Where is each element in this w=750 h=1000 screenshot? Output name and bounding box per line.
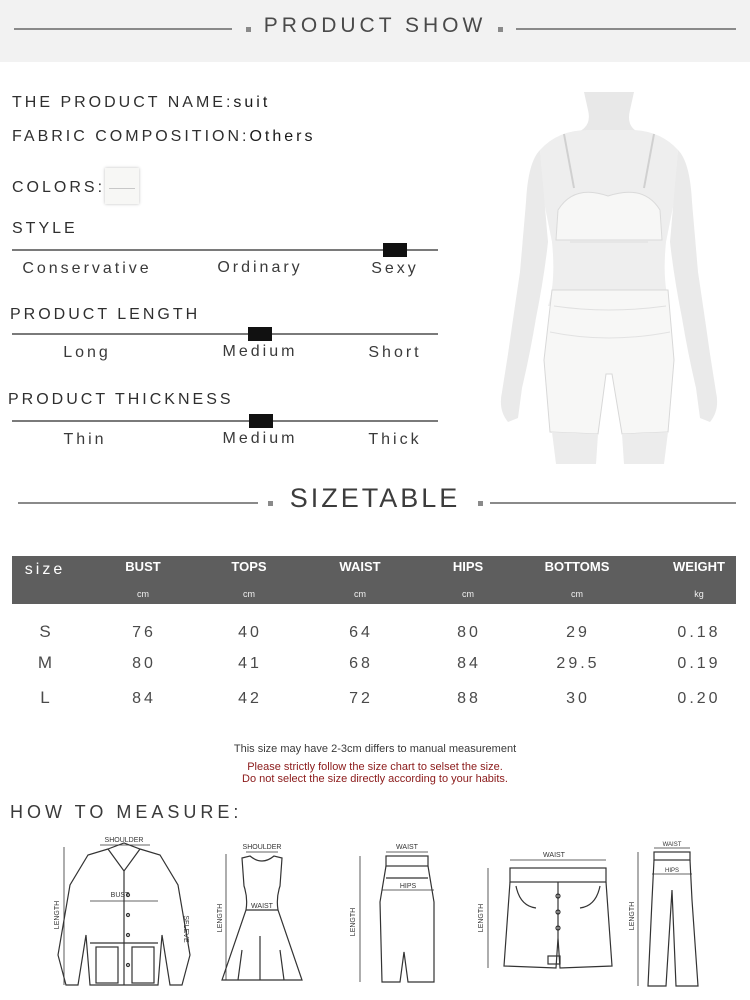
jacket-shoulder-label: SHOULDER — [104, 837, 144, 844]
style-title: STYLE — [12, 220, 78, 237]
fabric-row — [12, 128, 315, 146]
color-swatch-white[interactable] — [105, 168, 139, 204]
fabric-value: Others — [249, 128, 316, 145]
length-label-short: Short — [368, 344, 422, 361]
weight-column-header: WEIGHT — [673, 559, 725, 574]
product-name-label: THE PRODUCT NAME: — [12, 94, 234, 111]
row-l-tops: 42 — [238, 690, 262, 707]
style-scale-marker — [383, 243, 407, 257]
tops-unit: cm — [243, 589, 255, 599]
row-s-tops: 40 — [238, 624, 262, 641]
waist-unit: cm — [354, 589, 366, 599]
bottoms-unit: cm — [571, 589, 583, 599]
measurement-note: This size may have 2-3cm differs to manual measurement — [233, 743, 517, 755]
length-label-long: Long — [63, 344, 111, 361]
bust-column-header: BUST — [125, 559, 161, 574]
hips-unit: cm — [462, 589, 474, 599]
jacket-sleeve-label: SELEVE — [182, 915, 189, 943]
dress-waist-label: WAIST — [251, 903, 273, 910]
shorts-waist-label: WAIST — [543, 852, 565, 859]
pants-diagram — [624, 840, 704, 992]
row-m-bust: 80 — [132, 655, 156, 672]
hips-column-header: HIPS — [452, 559, 484, 574]
weight-unit: kg — [694, 589, 704, 599]
product-name-row — [12, 94, 270, 112]
thickness-scale-line — [12, 420, 438, 422]
pants-waist-label: WAIST — [662, 842, 682, 848]
length-title: PRODUCT LENGTH — [10, 306, 201, 323]
length-label-medium: Medium — [222, 343, 298, 360]
dress-shoulder-label: SHOULDER — [242, 844, 282, 851]
bust-unit: cm — [137, 589, 149, 599]
jacket-diagram — [50, 835, 200, 993]
row-m-bottoms: 29.5 — [556, 655, 600, 672]
size-warning — [0, 761, 750, 785]
row-s-hips: 80 — [457, 624, 481, 641]
row-s-bust: 76 — [132, 624, 156, 641]
bottoms-column-header: BOTTOMS — [544, 559, 610, 574]
row-m-waist: 68 — [349, 655, 373, 672]
how-to-measure-title: HOW TO MEASURE: — [10, 802, 243, 822]
row-l-waist: 72 — [349, 690, 373, 707]
row-l-weight: 0.20 — [677, 690, 721, 707]
length-scale-marker — [248, 327, 272, 341]
sizetable-title: SIZETABLE — [289, 483, 461, 513]
style-label-conservative: Conservative — [22, 260, 152, 277]
product-name-value: suit — [233, 94, 271, 111]
pants-hips-label: HIPS — [664, 868, 680, 874]
thickness-label-medium: Medium — [222, 430, 298, 447]
dress-diagram — [212, 840, 312, 992]
row-s-waist: 64 — [349, 624, 373, 641]
skirt-hips-label: HIPS — [399, 883, 417, 890]
thickness-label-thin: Thin — [63, 431, 107, 448]
waist-column-header: WAIST — [339, 559, 381, 574]
row-s-size: S — [39, 622, 51, 641]
row-m-size: M — [37, 653, 53, 672]
dress-length-label: LENGTH — [217, 903, 224, 933]
row-l-hips: 88 — [457, 690, 481, 707]
style-scale-line — [12, 249, 438, 251]
pants-length-label: LENGTH — [629, 901, 636, 931]
row-l-bottoms: 30 — [566, 690, 590, 707]
size-column-header: size — [24, 561, 66, 578]
product-mannequin-image — [488, 92, 728, 464]
fabric-label: FABRIC COMPOSITION: — [12, 128, 250, 145]
thickness-title: PRODUCT THICKNESS — [8, 391, 234, 408]
skirt-diagram — [342, 842, 442, 992]
tops-column-header: TOPS — [231, 559, 267, 574]
shorts-diagram — [474, 846, 614, 974]
row-l-bust: 84 — [132, 690, 156, 707]
row-s-weight: 0.18 — [677, 624, 721, 641]
row-m-hips: 84 — [457, 655, 481, 672]
row-m-tops: 41 — [238, 655, 262, 672]
thickness-scale-marker — [249, 414, 273, 428]
length-scale-line — [12, 333, 438, 335]
row-l-size: L — [40, 688, 50, 707]
jacket-length-label: LENGTH — [54, 900, 61, 930]
colors-label: COLORS: — [12, 179, 106, 196]
row-s-bottoms: 29 — [566, 624, 590, 641]
size-warning-line2: Do not select the size directly according to your habits. — [242, 773, 508, 785]
size-warning-line1: Please strictly follow the size chart to selset the size. — [247, 761, 503, 773]
style-label-sexy: Sexy — [371, 260, 419, 277]
row-m-weight: 0.19 — [677, 655, 721, 672]
shorts-length-label: LENGTH — [478, 903, 485, 933]
skirt-length-label: LENGTH — [350, 907, 357, 937]
page-title: PRODUCT SHOW — [263, 14, 487, 37]
skirt-waist-label: WAIST — [396, 844, 418, 851]
jacket-bust-label: BUST — [110, 892, 130, 899]
style-label-ordinary: Ordinary — [217, 259, 303, 276]
thickness-label-thick: Thick — [368, 431, 422, 448]
